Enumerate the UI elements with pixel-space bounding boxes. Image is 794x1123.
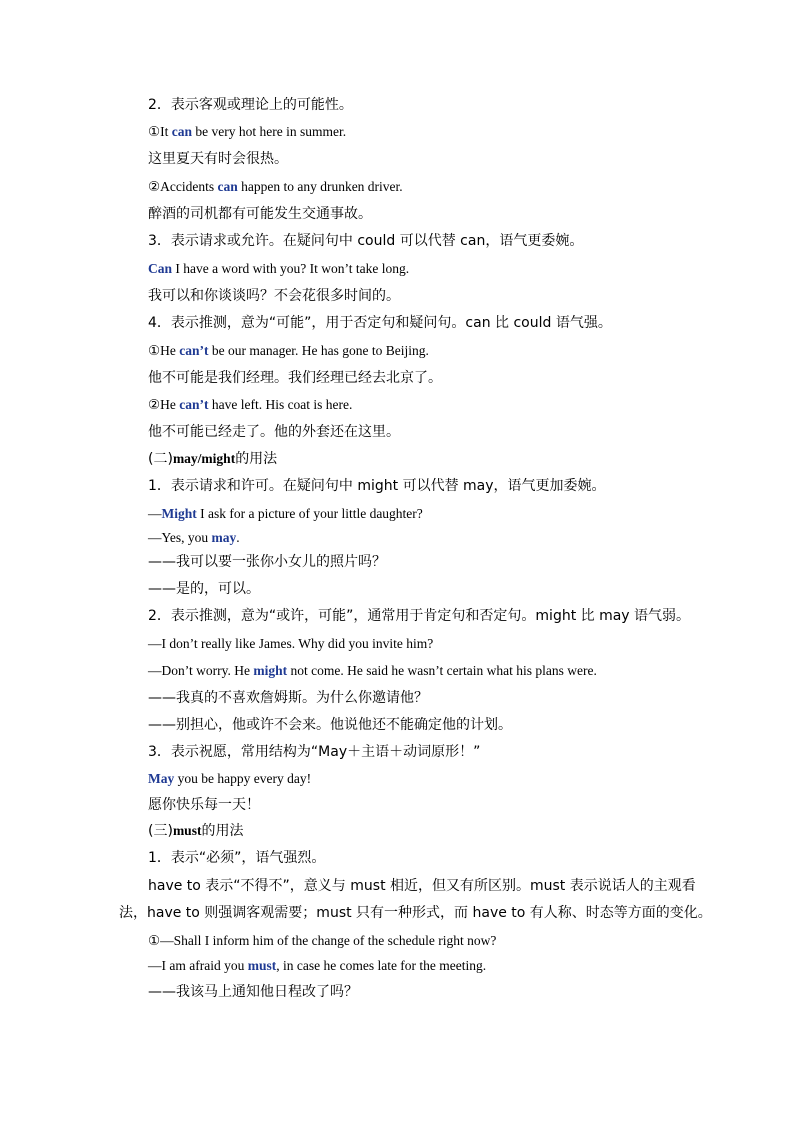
point-1-heading: 1．表示“必须”，语气强烈。 bbox=[148, 850, 326, 866]
section-heading-may-might: (二)may/might的用法 bbox=[148, 451, 278, 467]
translation: 醉酒的司机都有可能发生交通事故。 bbox=[148, 206, 372, 222]
explanation-paragraph: 法，have to 则强调客观需要；must 只有一种形式，而 have to 有人称、时态等方面的变化。 bbox=[119, 905, 712, 921]
translation: ——别担心，他或许不会来。他说他还不能确定他的计划。 bbox=[148, 717, 512, 733]
translation: 愿你快乐每一天！ bbox=[148, 797, 260, 813]
dialogue-line: —Might I ask for a picture of your little daughter? bbox=[148, 506, 423, 521]
point-3-heading: 3．表示请求或允许。在疑问句中 could 可以代替 can，语气更委婉。 bbox=[148, 233, 584, 249]
translation: ——我可以要一张你小女儿的照片吗？ bbox=[148, 554, 386, 570]
dialogue-line: —Don’t worry. He might not come. He said he wasn’t certain what his plans were. bbox=[148, 663, 597, 678]
point-2-heading: 2．表示推测，意为“或许，可能”，通常用于肯定句和否定句。might 比 may 语气弱。 bbox=[148, 608, 691, 624]
point-4-heading: 4．表示推测，意为“可能”，用于否定句和疑问句。can 比 could 语气强。 bbox=[148, 315, 612, 331]
dialogue-line: —I am afraid you must, in case he comes late for the meeting. bbox=[148, 958, 487, 973]
example-sentence: May you be happy every day! bbox=[148, 771, 312, 786]
point-2-heading: 2．表示客观或理论上的可能性。 bbox=[148, 97, 353, 113]
explanation-paragraph: have to 表示“不得不”，意义与 must 相近，但又有所区别。must 表示说话人的主观看 bbox=[148, 878, 696, 894]
translation: ——我真的不喜欢詹姆斯。为什么你邀请他？ bbox=[148, 690, 428, 706]
dialogue-line: —Yes, you may. bbox=[148, 530, 240, 545]
example-sentence: ②He can’t have left. His coat is here. bbox=[148, 397, 353, 412]
translation: 这里夏天有时会很热。 bbox=[148, 151, 288, 167]
translation: 他不可能已经走了。他的外套还在这里。 bbox=[148, 424, 400, 440]
translation: 他不可能是我们经理。我们经理已经去北京了。 bbox=[148, 370, 442, 386]
translation: 我可以和你谈谈吗？不会花很多时间的。 bbox=[148, 288, 400, 304]
section-heading-must: (三)must的用法 bbox=[148, 823, 244, 839]
example-sentence: ①It can be very hot here in summer. bbox=[148, 124, 347, 139]
dialogue-line: —I don’t really like James. Why did you invite him? bbox=[148, 636, 434, 651]
dialogue-line: ①—Shall I inform him of the change of the schedule right now? bbox=[148, 933, 497, 948]
example-sentence: Can I have a word with you? It won’t take long. bbox=[148, 261, 410, 276]
translation: ——是的，可以。 bbox=[148, 581, 260, 597]
translation: ——我该马上通知他日程改了吗？ bbox=[148, 984, 358, 1000]
point-3-heading: 3．表示祝愿，常用结构为“May＋主语＋动词原形！” bbox=[148, 744, 481, 760]
point-1-heading: 1．表示请求和许可。在疑问句中 might 可以代替 may，语气更加委婉。 bbox=[148, 478, 606, 494]
example-sentence: ①He can’t be our manager. He has gone to Beijing. bbox=[148, 343, 429, 358]
example-sentence: ②Accidents can happen to any drunken driver. bbox=[148, 179, 403, 194]
